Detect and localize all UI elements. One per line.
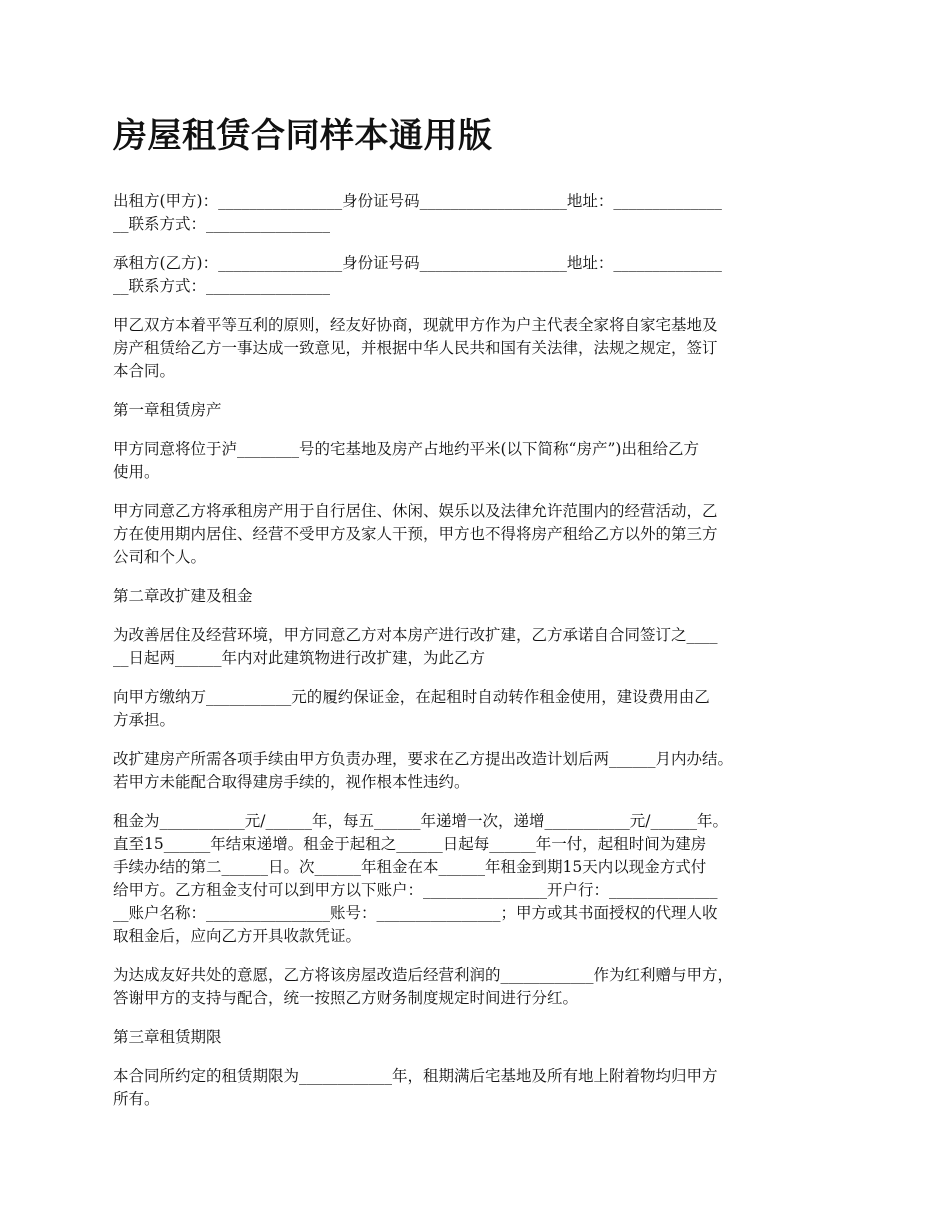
body-paragraph: 为达成友好共处的意愿，乙方将该房屋改造后经营利润的____________作为红利赠与甲方， 答谢甲方的支持与配合，统一按照乙方财务制度规定时间进行分红。 (113, 966, 734, 1007)
chapter-heading-1: 第一章租赁房产 (113, 401, 222, 419)
document-page (113, 112, 853, 1127)
document-title: 房屋租赁合同样本通用版 (113, 116, 493, 156)
body-paragraph: 为改善居住及经营环境，甲方同意乙方对本房产进行改扩建，乙方承诺自合同签订之____ __日起两______年内对此建筑物进行改扩建，为此乙方 (113, 626, 718, 667)
chapter-heading-3: 第三章租赁期限 (113, 1028, 222, 1046)
body-paragraph: 本合同所约定的租赁期限为____________年，租期满后宅基地及所有地上附着物均归甲方 所有。 (113, 1067, 718, 1108)
body-paragraph: 甲方同意将位于泸________号的宅基地及房产占地约平米(以下简称“房产”)出租给乙方 使用。 (113, 440, 699, 481)
lessor-info: 出租方(甲方)：________________身份证号码___________________地址：______________ __联系方式：________________ (113, 192, 722, 233)
chapter-heading-2: 第二章改扩建及租金 (113, 587, 253, 605)
body-paragraph: 向甲方缴纳万___________元的履约保证金，在起租时自动转作租金使用，建设费用由乙 方承担。 (113, 688, 710, 729)
body-paragraph: 甲方同意乙方将承租房产用于自行居住、休闲、娱乐以及法律允许范围内的经营活动，乙 方在使用期内居住、经营不受甲方及家人干预，甲方也不得将房产租给乙方以外的第三方 公司和个人。 (113, 502, 718, 566)
lessee-info: 承租方(乙方)：________________身份证号码___________________地址：______________ __联系方式：________________ (113, 254, 722, 295)
body-paragraph: 改扩建房产所需各项手续由甲方负责办理，要求在乙方提出改造计划后两______月内办结。 若甲方未能配合取得建房手续的，视作根本性违约。 (113, 750, 734, 791)
rent-terms-paragraph: 租金为___________元/______年，每五______年递增一次，递增___________元/______年。 直至15______年结束递增。租金于起租之______日起每______年一付，起租时间为建房 手续办结的第二______日。次______年租金在本______年租金到期15天内以现金方式付 给甲方。乙方租金支付可以到甲方以下账户：________________开户行：______________ __账户名称：________________账号：________________；甲方或其书面授权的代理人收 取租金后，应向乙方开具收款凭证。 (113, 812, 728, 945)
preamble-paragraph: 甲乙双方本着平等互利的原则，经友好协商，现就甲方作为户主代表全家将自家宅基地及 房产租赁给乙方一事达成一致意见，并根据中华人民共和国有关法律，法规之规定，签订 本合同。 (113, 316, 718, 380)
